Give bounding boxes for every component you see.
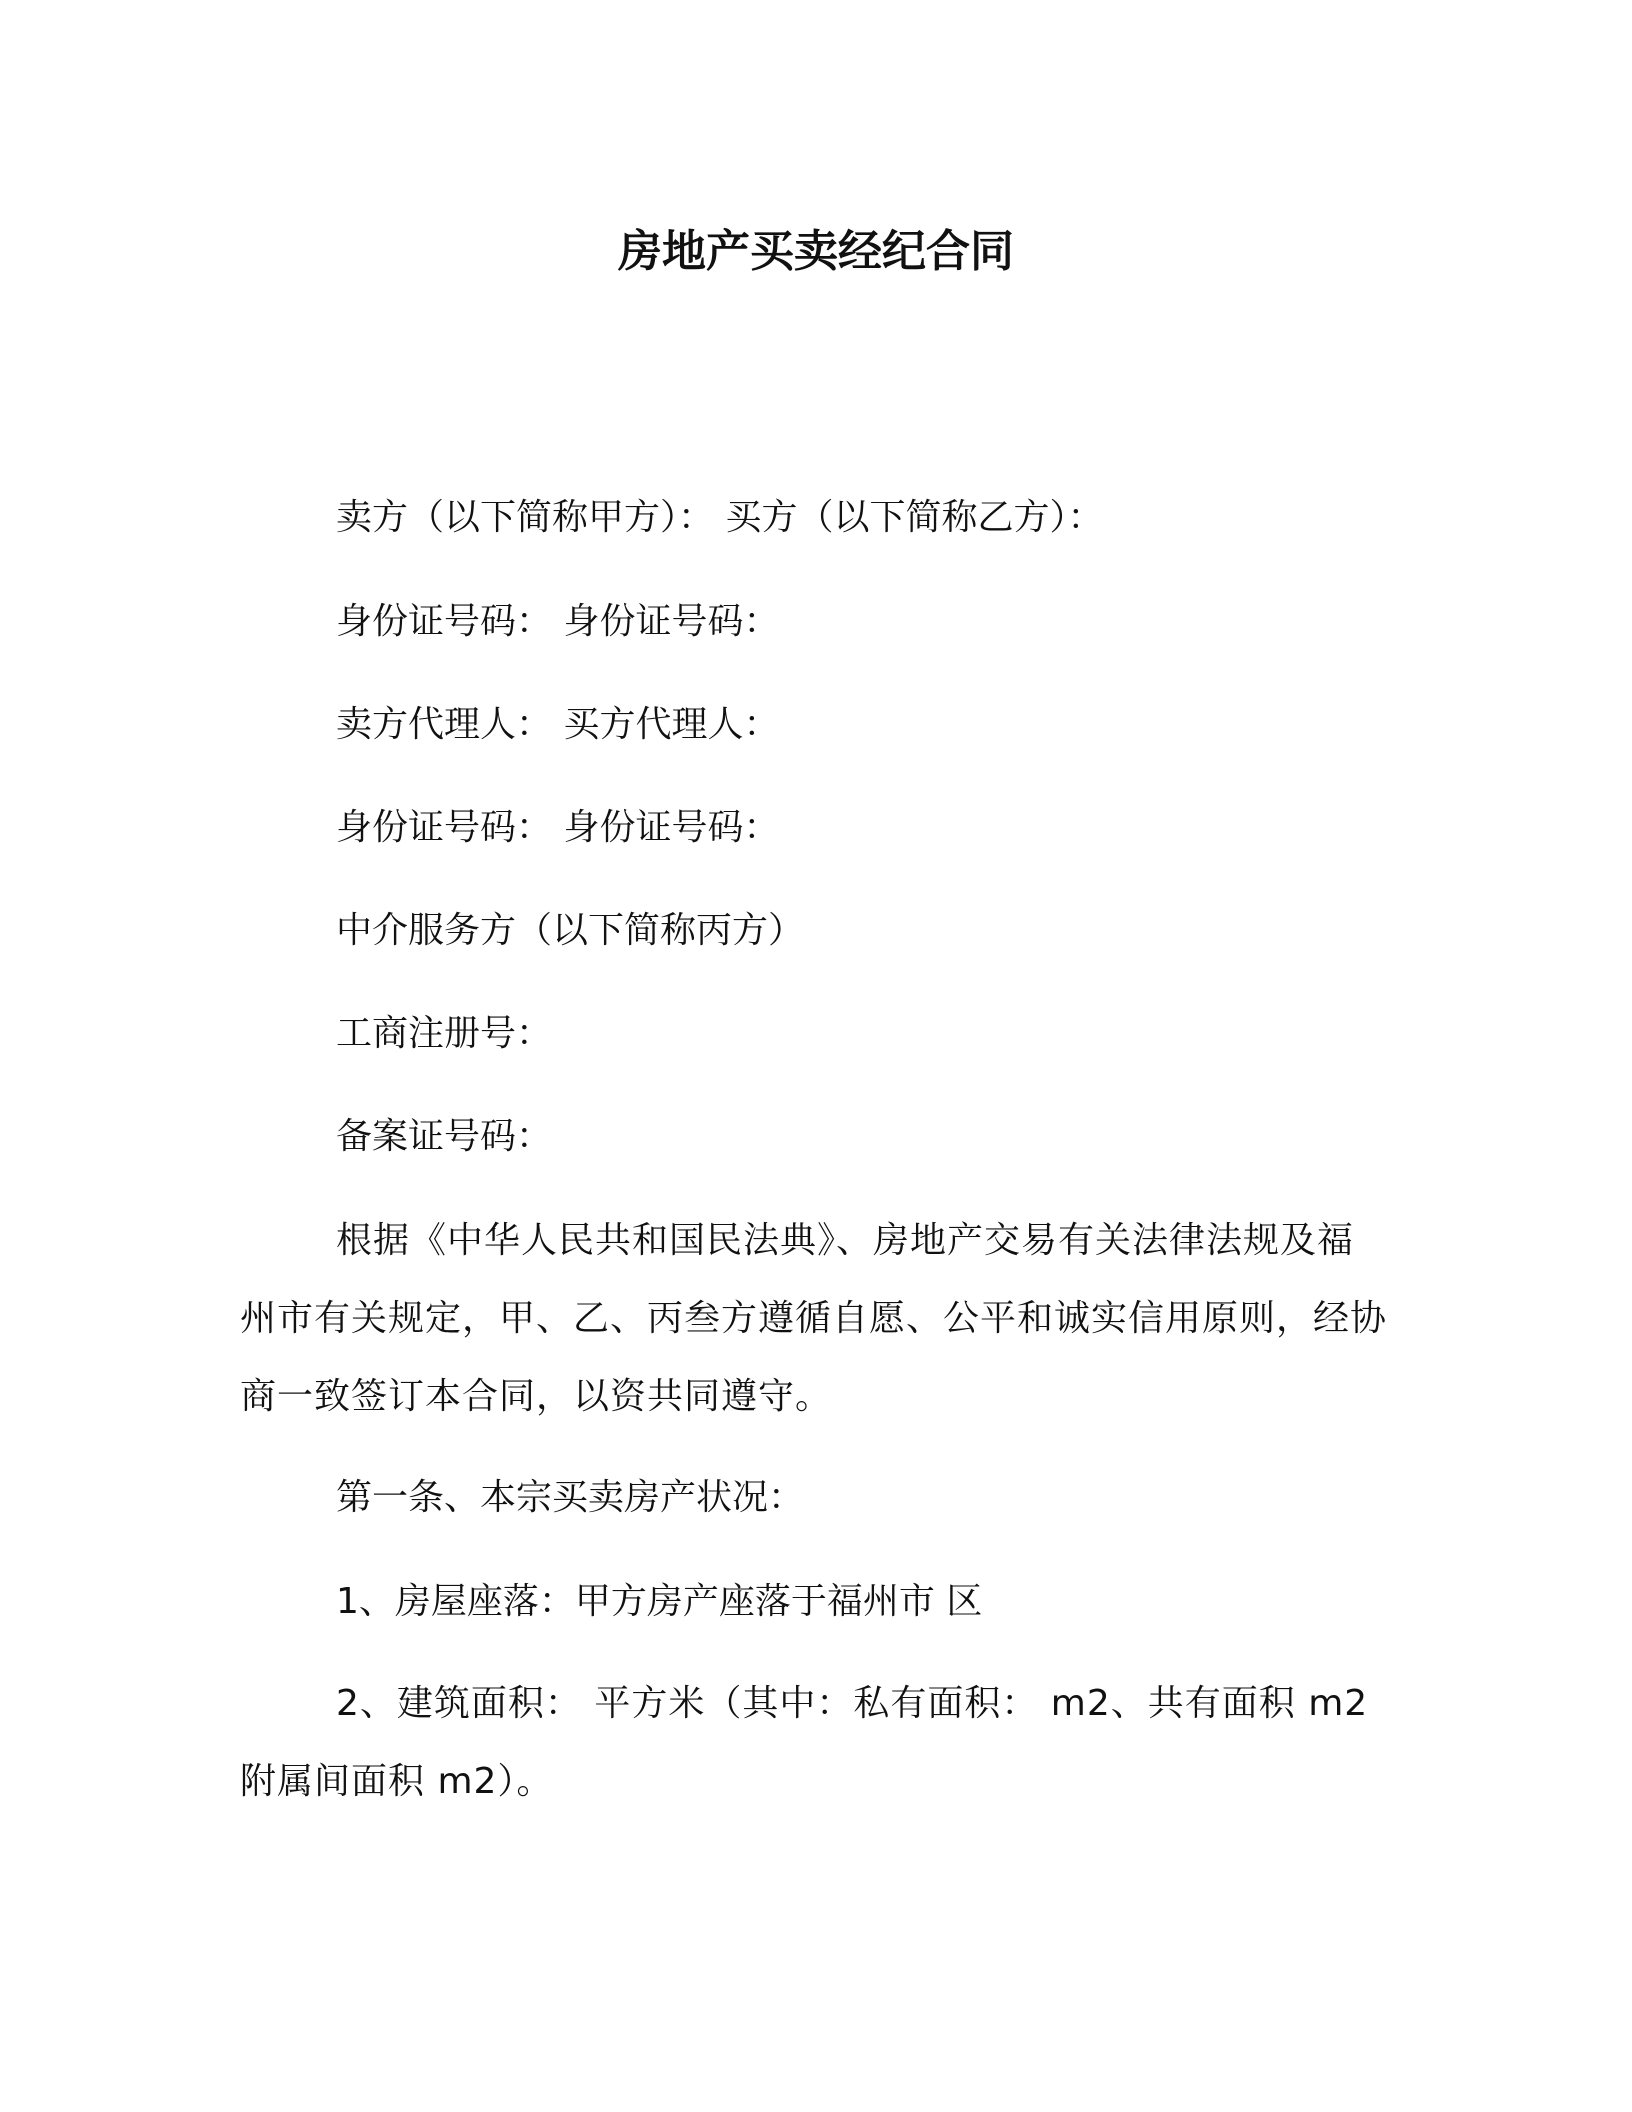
intermediary-line: 中介服务方（以下简称丙方）: [336, 910, 805, 951]
article-1-heading: 第一条、本宗买卖房产状况：: [336, 1477, 805, 1518]
id-number-line-1: 身份证号码： 身份证号码：: [336, 601, 780, 642]
seller-buyer-line: 卖方（以下简称甲方）： 买方（以下简称乙方）：: [336, 497, 1104, 538]
article-1-item-2: 2、建筑面积： 平方米（其中：私有面积： m2、共有面积 m2 附属间面积 m2）。: [240, 1683, 1369, 1802]
document-title: 房地产买卖经纪合同: [618, 226, 1014, 277]
article-1-item-1: 1、房屋座落：甲方房产座落于福州市 区: [336, 1581, 983, 1622]
preamble-paragraph: 根据《中华人民共和国民法典》、房地产交易有关法律法规及福州市有关规定，甲、乙、丙叁方遵循自愿、公平和诚实信用原则，经协商一致签订本合同，以资共同遵守。: [240, 1220, 1388, 1417]
filing-certificate-line: 备案证号码：: [336, 1116, 553, 1157]
agent-line: 卖方代理人： 买方代理人：: [336, 704, 780, 745]
id-number-line-2: 身份证号码： 身份证号码：: [336, 807, 780, 848]
business-registration-line: 工商注册号：: [336, 1013, 553, 1054]
